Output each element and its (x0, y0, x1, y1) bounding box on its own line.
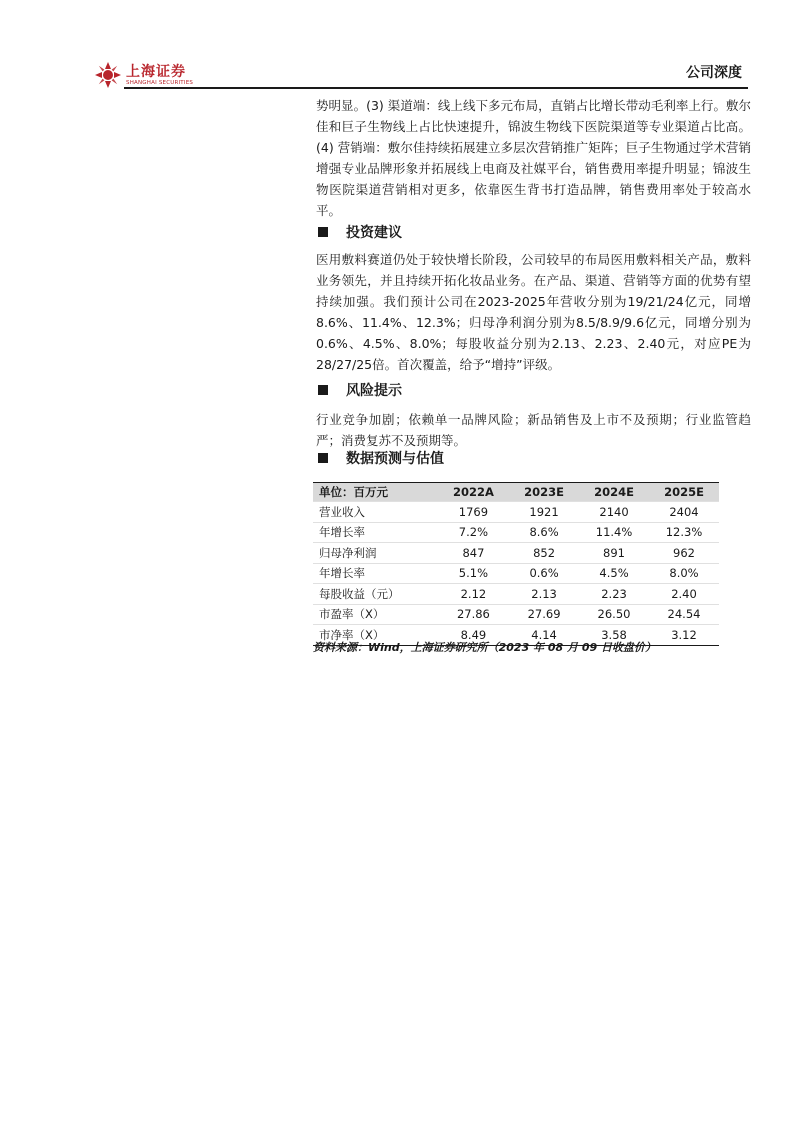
shanghai-securities-logo-icon (94, 61, 122, 89)
table-cell: 2140 (579, 502, 649, 523)
table-row (313, 543, 719, 564)
table-source-note: 资料来源：Wind，上海证券研究所（2023 年 08 月 09 日收盘价） (313, 641, 656, 654)
investment-section (316, 221, 751, 375)
section-title-investment: 投资建议 (316, 221, 751, 243)
table-cell: 2.13 (509, 584, 579, 605)
risk-section (316, 379, 751, 451)
table-row (313, 563, 719, 584)
risk-paragraph: 行业竞争加剧；依赖单一品牌风险；新品销售及上市不及预期；行业监管趋严；消费复苏不及预期等。 (316, 412, 751, 448)
forecast-section (316, 447, 751, 469)
table-cell: 7.2% (438, 522, 509, 543)
forecast-table (313, 482, 719, 646)
intro-paragraph: 势明显。(3) 渠道端：线上线下多元布局，直销占比增长带动毛利率上行。敷尔佳和巨子生物线上占比快速提升，锦波生物线下医院渠道等专业渠道占比高。(4) 营销端：敷尔佳持续拓展建立多层次营销推广矩阵；巨子生物通过学术营销增强专业品牌形象并拓展线上电商及社媒平台，销售费用率提升明显；锦波生物医院渠道营销相对更多，依靠医生背书打造品牌，销售费用率处于较高水平。 (316, 98, 751, 218)
table-row (313, 604, 719, 625)
table-cell: 11.4% (579, 522, 649, 543)
table-header-cell: 2022A (438, 483, 509, 502)
logo-chinese-name: 上海证券 (126, 63, 186, 80)
table-cell: 891 (579, 543, 649, 564)
table-header-cell: 2023E (509, 483, 579, 502)
square-bullet-icon (318, 453, 328, 463)
table-cell: 营业收入 (313, 502, 438, 523)
table-row (313, 522, 719, 543)
table-cell: 8.49 (438, 625, 509, 646)
table-cell: 27.69 (509, 604, 579, 625)
intro-block (316, 95, 751, 221)
table-cell: 年增长率 (313, 563, 438, 584)
logo-english-name: SHANGHAI SECURITIES (126, 79, 194, 86)
table-cell: 3.58 (579, 625, 649, 646)
table-header-cell: 2025E (649, 483, 719, 502)
table-cell: 年增长率 (313, 522, 438, 543)
table-cell: 27.86 (438, 604, 509, 625)
square-bullet-icon (318, 385, 328, 395)
table-row (313, 584, 719, 605)
table-cell: 1921 (509, 502, 579, 523)
table-header-row (313, 483, 719, 502)
section-title-risk: 风险提示 (316, 379, 751, 401)
table-cell: 852 (509, 543, 579, 564)
square-bullet-icon (318, 227, 328, 237)
table-row (313, 502, 719, 523)
table-cell: 12.3% (649, 522, 719, 543)
table-header-cell: 单位：百万元 (313, 483, 438, 502)
investment-paragraph: 医用敷料赛道仍处于较快增长阶段，公司较早的布局医用敷料相关产品，敷料业务领先，并且持续开拓化妆品业务。在产品、渠道、营销等方面的优势有望持续加强。我们预计公司在2023-2025年营收分别为19/21/24亿元，同增8.6%、11.4%、12.3%；归母净利润分别为8.5/8.9/9.6亿元，同增分别为0.6%、4.5%、8.0%；每股收益分别为2.13、2.23、2.40元，对应PE为28/27/25倍。首次覆盖，给予“增持”评级。 (316, 252, 751, 372)
section-title-forecast: 数据预测与估值 (316, 447, 751, 469)
table-cell: 24.54 (649, 604, 719, 625)
table-cell: 2404 (649, 502, 719, 523)
table-cell: 0.6% (509, 563, 579, 584)
table-cell: 847 (438, 543, 509, 564)
table-cell: 2.40 (649, 584, 719, 605)
table-cell: 归母净利润 (313, 543, 438, 564)
company-logo (94, 60, 193, 90)
page-header (94, 58, 748, 90)
table-cell: 市净率（X） (313, 625, 438, 646)
table-cell: 5.1% (438, 563, 509, 584)
table-cell: 8.6% (509, 522, 579, 543)
document-type-label: 公司深度 (686, 65, 742, 81)
header-rule (124, 87, 748, 89)
table-cell: 2.12 (438, 584, 509, 605)
table-cell: 1769 (438, 502, 509, 523)
table-cell: 2.23 (579, 584, 649, 605)
table-cell: 962 (649, 543, 719, 564)
table-cell: 4.14 (509, 625, 579, 646)
table-cell: 4.5% (579, 563, 649, 584)
table-cell: 26.50 (579, 604, 649, 625)
table-header-cell: 2024E (579, 483, 649, 502)
table-cell: 8.0% (649, 563, 719, 584)
table-cell: 每股收益（元） (313, 584, 438, 605)
table-cell: 3.12 (649, 625, 719, 646)
table-cell: 市盈率（X） (313, 604, 438, 625)
